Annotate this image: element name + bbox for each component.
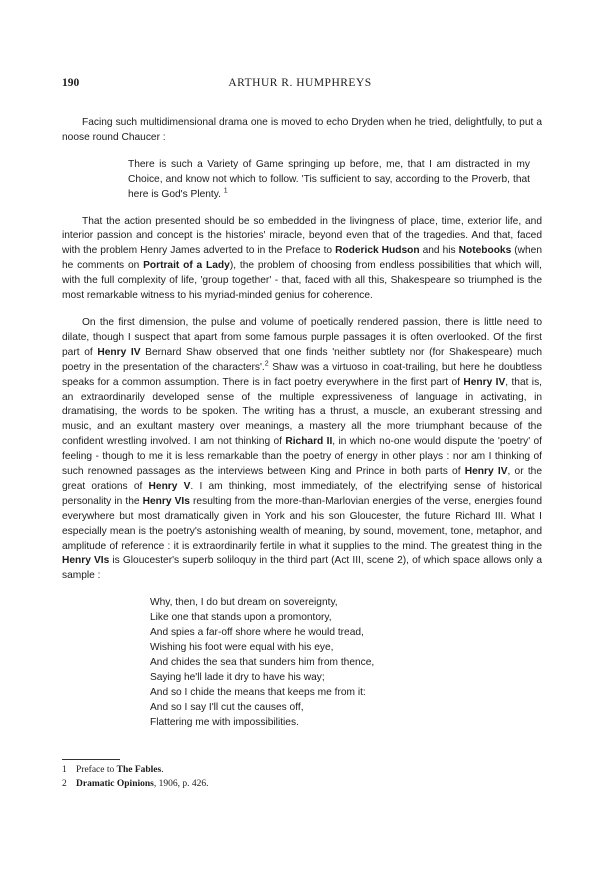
- text-run: . I am thinking, most immediately, of the electrifying sense of historical personality in the: [62, 480, 543, 507]
- text-run: , or the great orations of: [62, 466, 542, 492]
- quote-text: There is such a Variety of Game springing up before, me, that I am distracted in my Choice, and know not which to follow. 'Tis sufficient to say, according to the Proverb, that here is God's Plenty.: [128, 158, 530, 200]
- title-roderick-hudson: Roderick Hudson: [335, 245, 420, 257]
- text-run: That the action presented should be so embedded in the livingness of place, time, exterior life, and interior passion and concept is the histories' miracle, beyond even that of the tragedies. And that, faced with the problem Henry James adverted to in the Preface to: [62, 215, 542, 257]
- page-number: 190: [62, 77, 80, 89]
- text-run: (when he comments on: [62, 245, 542, 272]
- running-head: ARTHUR R. HUMPHREYS: [228, 77, 372, 89]
- text-run: is Gloucester's superb soliloquy in the third part (Act III, scene 2), of which space allows only a sample :: [62, 555, 542, 582]
- title-henry-vis: Henry VIs: [62, 555, 110, 567]
- title-henry-iv: Henry IV: [464, 466, 508, 478]
- verse-line: Like one that stands upon a promontory,: [150, 612, 332, 624]
- text-run: Bernard Shaw observed that one finds 'neither subtlety nor (for Shakespeare) much poetry in the presentation of the characters'.: [62, 346, 542, 373]
- footnote-title: Dramatic Opinions: [76, 778, 154, 789]
- title-henry-vis: Henry VIs: [142, 495, 190, 507]
- body-text: [62, 116, 542, 730]
- text-run: resulting from the more-than-Marlovian energies of the verse, energies found everywhere but most dramatically given in York and his son Gloucester, the future Richard III. What I especially mean is the poetry's astonishing wealth of meaning, by sound, movement, tone, metaphor, and amplitude of reference : it is extraordinarily fertile in what it supplies to the mind. The greatest thing in the: [62, 495, 543, 552]
- text-run: Shaw was a virtuoso in coat-trailing, but here he doubtless speaks for a common assumption. There is in fact poetry everywhere in the first part of: [62, 361, 543, 388]
- text-run: , in which no-one would dispute the 'poetry' of feeling - though to me it is less remarkable than the poetry of energy in other plays : nor am I thinking of such renowned passages as the interviews between King and Prince in both parts of: [62, 436, 542, 478]
- verse-line: Flattering me with impossibilities.: [150, 716, 299, 728]
- verse-line: And chides the sea that sunders him from thence,: [150, 656, 375, 668]
- title-henry-iv: Henry IV: [463, 376, 506, 388]
- verse-quotation: [150, 596, 542, 730]
- footnote-text: , 1906, p. 426.: [153, 778, 209, 789]
- block-quote: [128, 158, 530, 203]
- text-run: , that is, an extraordinarily developed sense of the multiple expressiveness of language in activating, in dramatising, the words to be spoken. The writing has a thrust, a muscle, an exuberant stressing and music, and an exultant mastery over meanings, a mastery all the more triumphant because of the confident wrestling involved. I am not thinking of: [62, 376, 542, 448]
- footnote-2: [62, 778, 538, 792]
- footnote-ref-1: 1: [223, 187, 228, 195]
- footnote-number: 1: [62, 765, 67, 775]
- text-run: On the first dimension, the pulse and volume of poetically rendered passion, there is little need to dilate, though I suspect that apart from some famous purple passages it is often overlooked. Of the first part of: [62, 316, 542, 358]
- footnote-ref-2: 2: [264, 360, 269, 368]
- paragraph-first-dimension: [62, 316, 542, 584]
- verse-line: And spies a far-off shore where he would tread,: [150, 627, 364, 639]
- verse-line: Why, then, I do but dream on sovereignty,: [150, 597, 338, 609]
- paragraph-histories: [62, 215, 542, 304]
- footnote-text: Preface to: [76, 765, 117, 775]
- title-richard-ii: Richard II: [285, 436, 333, 448]
- title-notebooks: Notebooks: [458, 245, 512, 257]
- verse-line: Saying he'll lade it dry to have his way;: [150, 671, 325, 683]
- text-run: ), the problem of choosing from endless possibilities that which will, with the full complexity of life, 'group together' - that, faced with all this, Shakespeare so triumphed is the most remarkable witness to his myriad-minded genius for coherence.: [62, 260, 542, 302]
- text-run: and his: [419, 245, 459, 257]
- verse-line: And so I say I'll cut the causes off,: [150, 701, 304, 713]
- footnote-title: The Fables: [116, 765, 162, 775]
- verse-line: Wishing his foot were equal with his eye,: [150, 642, 334, 653]
- footnote-1: [62, 764, 538, 778]
- footnote-text: .: [161, 765, 164, 775]
- page-header: [62, 77, 538, 93]
- title-henry-v: Henry V: [148, 480, 191, 492]
- footnote-divider: [62, 759, 120, 760]
- title-portrait-of-a-lady: Portrait of a Lady: [143, 260, 230, 272]
- title-henry-iv: Henry IV: [97, 346, 141, 358]
- paragraph-intro: Facing such multidimensional drama one is moved to echo Dryden when he tried, delightfully, to put a noose round Chaucer :: [62, 117, 542, 143]
- footnote-number: 2: [62, 778, 67, 789]
- verse-line: And so I chide the means that keeps me from it:: [150, 686, 366, 698]
- footnotes: [62, 764, 538, 791]
